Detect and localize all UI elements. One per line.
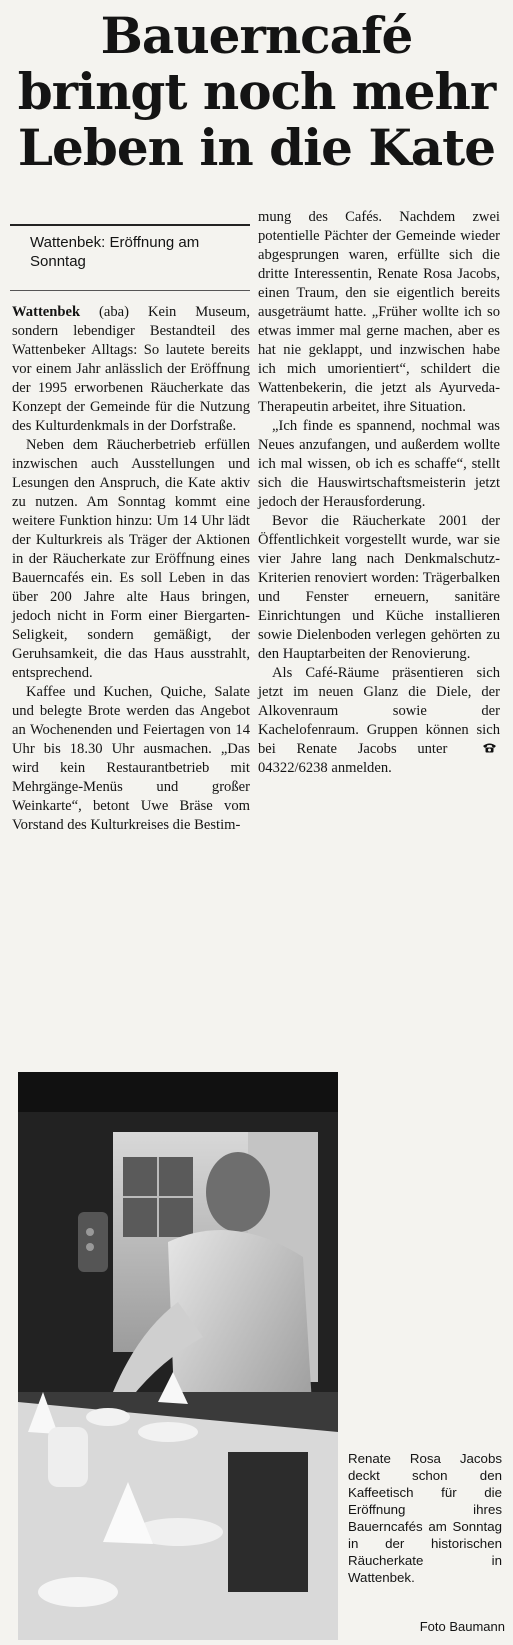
photo-illustration [18,1072,338,1640]
headline-line-3: Leben in die Kate [17,118,496,177]
paragraph-text: Als Café-Räume präsentieren sich jetzt im neuen Glanz die Diele, der Alkovenraum sowie der Kachelofenraum. Gruppen können sich bei Renate Jacobs unter [258,665,500,757]
headline-line-1: Bauerncafé [100,6,413,65]
paragraph: Bevor die Räucherkate 2001 der Öffentlichkeit vorgestellt wurde, war sie vier Jahre lang nach Denkmalschutz-Kriterien renoviert worden: Trägerbalken und Fenster erneuern, sanitäre Einrichtungen und Küche installieren sowie Dielenboden verlegen gehörten zu den Hauptarbeiten der Renovierung. [258,513,500,662]
paragraph-text: (aba) Kein Museum, sondern lebendiger Bestandteil des Wattenbeker Alltags: So lautete bereits vor einem Jahr anlässlich der Eröffnung der 1995 erworbenen Räucherkate das Konzept der Gemeinde für die Nutzung des Kulturdenkmals in der Dorfstraße. [12,304,250,434]
top-rule [10,224,250,226]
paragraph: Kaffee und Kuchen, Quiche, Salate und belegte Brote werden das Angebot an Wochenenden und Feiertagen von 14 Uhr bis 18.30 Uhr ausmachen. „Das wird kein Restaurantbetrieb mit Mehrgänge-Menüs und großer Weinkarte“, betont Uwe Bräse vom Vorstand des Kulturkreises die Bestim- [12,684,250,833]
article-column-2 [258,208,500,778]
paragraph: mung des Cafés. Nachdem zwei potentielle Pächter der Gemeinde wieder abgesprungen waren, erfüllte sich die dritte Interessentin, Renate Rosa Jacobs, einen Traum, den sie eigentlich bereits ausgeträumt hatte. „Früher wollte ich so etwas immer mal gerne machen, aber es hat nie geklappt, und inzwischen habe ich mich umorientiert“, schildert die Wattenbekerin, die jetzt als Ayurveda-Therapeutin arbeitet, ihre Situation. [258,209,500,415]
article-column-1 [12,303,250,835]
paragraph [12,303,250,436]
phone-number: 04322/6238 [258,760,328,776]
dateline: Wattenbek [12,304,81,320]
paragraph [258,664,500,778]
subheadline: Wattenbek: Eröffnung am Sonntag [30,234,200,270]
telephone-icon [468,740,497,759]
photo [18,1072,338,1640]
photo-caption: Renate Rosa Jacobs deckt schon den Kaffeetisch für die Eröffnung ihres Bauerncafés am Sonntag in der historischen Räucherkate in Wattenbek. [348,1451,502,1585]
paragraph-text: anmelden. [327,760,392,776]
paragraph: Neben dem Räucherbetrieb erfüllen inzwischen auch Ausstellungen und Lesungen den Anspruch, die Kate aktiv zu nutzen. Am Sonntag kommt eine weitere Funktion hinzu: Um 14 Uhr lädt der Kulturkreis als Träger der Aktionen in der Räucherkate zur Eröffnung eines Bauerncafés ein. Es soll Leben in das über 200 Jahre alte Haus bringen, jedoch nicht in Form einer Biergarten-Seligkeit, sondern gemäßigt, der Geruhsamkeit, die das Haus ausstrahlt, entsprechend. [12,437,250,681]
headline [0,0,513,176]
photo-credit: Foto Baumann [419,1619,505,1634]
headline-line-2: bringt noch mehr [17,62,496,121]
subhead-rule [10,290,250,291]
paragraph: „Ich finde es spannend, nochmal was Neues anzufangen, und außerdem wollte ich mal wissen, ob ich es schaffe“, stellt sich die Hauswirtschaftsmeisterin jetzt jedoch der Herausforderung. [258,418,500,510]
